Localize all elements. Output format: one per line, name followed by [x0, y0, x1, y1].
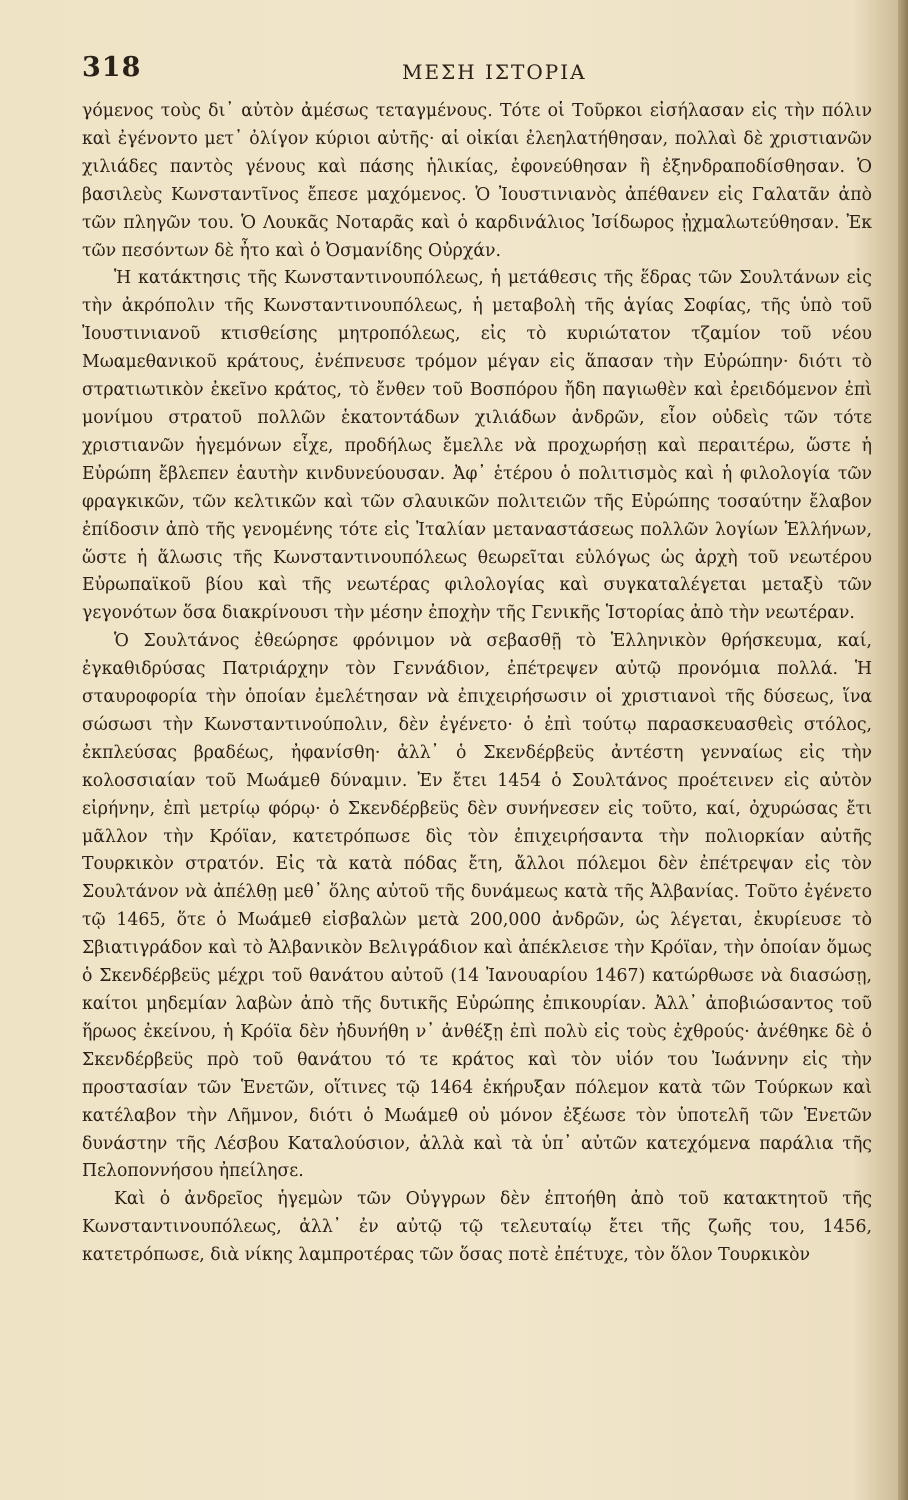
- paragraph: γόμενος τοὺς δι᾽ αὐτὸν ἀμέσως τεταγμένους. Τότε οἱ Τοῦρκοι εἰσήλασαν εἰς τὴν πόλιν καὶ ἐγένοντο μετ᾽ ὀλίγον κύριοι αὐτῆς· αἱ οἰκίαι ἐλεηλατήθησαν, πολλαὶ δὲ χριστιανῶν χιλιάδες παντὸς γένους καὶ πάσης ἡλικίας, ἐφονεύθησαν ἢ ἐξηνδραποδίσθησαν. Ὁ βασιλεὺς Κωνσταντῖνος ἔπεσε μαχόμενος. Ὁ Ἰουστινιανὸς ἀπέθανεν εἰς Γαλατᾶν ἀπὸ τῶν πληγῶν του. Ὁ Λουκᾶς Νοταρᾶς καὶ ὁ καρδινάλιος Ἰσίδωρος ᾐχμαλωτεύθησαν. Ἐκ τῶν πεσόντων δὲ ἦτο καὶ ὁ Ὀσμανίδης Οὐρχάν.: [82, 101, 872, 261]
- page-edge: [898, 0, 908, 1500]
- body-text: [82, 98, 872, 1270]
- paragraph: Ἡ κατάκτησις τῆς Κωνσταντινουπόλεως, ἡ μετάθεσις τῆς ἕδρας τῶν Σουλτάνων εἰς τὴν ἀκρόπολιν τῆς Κωνσταντινουπόλεως, ἡ μεταβολὴ τῆς ἁγίας Σοφίας, τῆς ὑπὸ τοῦ Ἰουστινιανοῦ κτισθείσης μητροπόλεως, εἰς τὸ κυριώτατον τζαμίον τοῦ νέου Μωαμεθανικοῦ κράτους, ἐνέπνευσε τρόμον μέγαν εἰς ἅπασαν τὴν Εὐρώπην· διότι τὸ στρατιωτικὸν ἐκεῖνο κράτος, τὸ ἔνθεν τοῦ Βοσπόρου ἤδη παγιωθὲν καὶ ἐρειδόμενον ἐπὶ μονίμου στρατοῦ πολλῶν ἑκατοντάδων χιλιάδων ἀνδρῶν, εἶον οὐδεὶς τῶν τότε χριστιανῶν ἡγεμόνων εἶχε, προδήλως ἔμελλε νὰ προχωρήσῃ καὶ περαιτέρω, ὥστε ἡ Εὐρώπη ἔβλεπεν ἑαυτὴν κινδυνεύουσαν. Ἀφ᾽ ἑτέρου ὁ πολιτισμὸς καὶ ἡ φιλολογία τῶν φραγκικῶν, τῶν κελτικῶν καὶ τῶν σλαυικῶν πολιτειῶν τῆς Εὐρώπης τοσαύτην ἔλαβον ἐπίδοσιν ἀπὸ τῆς γενομένης τότε εἰς Ἰταλίαν μεταναστάσεως πολλῶν λογίων Ἑλλήνων, ὥστε ἡ ἅλωσις τῆς Κωνσταντινουπόλεως θεωρεῖται εὐλόγως ὡς ἀρχὴ τοῦ νεωτέρου Εὐρωπαϊκοῦ βίου καὶ τῆς νεωτέρας φιλολογίας καὶ συγκαταλέγεται μεταξὺ τῶν γεγονότων ὅσα διακρίνουσι τὴν μέσην ἐποχὴν τῆς Γενικῆς Ἱστορίας ἀπὸ τὴν νεωτέραν.: [82, 268, 872, 624]
- paragraph: Καὶ ὁ ἀνδρεῖος ἡγεμὼν τῶν Οὐγγρων δὲν ἐπτοήθη ἀπὸ τοῦ κατακτητοῦ τῆς Κωνσταντινουπόλεως, ἀλλ᾽ ἐν αὐτῷ τῷ τελευταίῳ ἔτει τῆς ζωῆς του, 1456, κατετρόπωσε, διὰ νίκης λαμπροτέρας τῶν ὅσας ποτὲ ἐπέτυχε, τὸν ὅλον Τουρκικὸν: [82, 1189, 872, 1266]
- page-number: 318: [82, 52, 142, 83]
- running-head: ΜΕΣΗ ΙΣΤΟΡΙΑ: [402, 60, 587, 84]
- page-header: [82, 52, 872, 92]
- paragraph: Ὁ Σουλτάνος ἐθεώρησε φρόνιμον νὰ σεβασθῇ τὸ Ἑλληνικὸν θρήσκευμα, καί, ἐγκαθιδρύσας Πατριάρχην τὸν Γεννάδιον, ἐπέτρεψεν αὐτῷ προνόμια πολλά. Ἡ σταυροφορία τὴν ὁποίαν ἐμελέτησαν νὰ ἐπιχειρήσωσιν οἱ χριστιανοὶ τῆς δύσεως, ἵνα σώσωσι τὴν Κωνσταντινούπολιν, δὲν ἐγένετο· ὁ ἐπὶ τούτῳ παρασκευασθεὶς στόλος, ἐκπλεύσας βραδέως, ἠφανίσθη· ἀλλ᾽ ὁ Σκενδέρβεϋς ἀντέστη γενναίως εἰς τὴν κολοσσιαίαν τοῦ Μωάμεθ δύναμιν. Ἐν ἔτει 1454 ὁ Σουλτάνος προέτεινεν εἰς αὐτὸν εἰρήνην, ἐπὶ μετρίῳ φόρῳ· ὁ Σκενδέρβεϋς δὲν συνήνεσεν εἰς τοῦτο, καί, ὀχυρώσας ἔτι μᾶλλον τὴν Κρόϊαν, κατετρόπωσε δὶς τὸν ἐπιχειρήσαντα τὴν πολιορκίαν αὐτῆς Τουρκικὸν στρατόν. Εἰς τὰ κατὰ πόδας ἔτη, ἄλλοι πόλεμοι δὲν ἐπέτρεψαν εἰς τὸν Σουλτάνον νὰ ἀπέλθῃ μεθ᾽ ὅλης αὐτοῦ τῆς δυνάμεως κατὰ τῆς Ἀλβανίας. Τοῦτο ἐγένετο τῷ 1465, ὅτε ὁ Μωάμεθ εἰσβαλὼν μετὰ 200,000 ἀνδρῶν, ὡς λέγεται, ἐκυρίευσε τὸ Σβιατιγράδον καὶ τὸ Ἀλβανικὸν Βελιγράδιον καὶ ἀπέκλεισε τὴν Κρόϊαν, τὴν ὁποίαν ὅμως ὁ Σκενδέρβεϋς μέχρι τοῦ θανάτου αὐτοῦ (14 Ἰανουαρίου 1467) κατώρθωσε νὰ διασώσῃ, καίτοι μηδεμίαν λαβὼν ἀπὸ τῆς δυτικῆς Εὐρώπης ἐπικουρίαν. Ἀλλ᾽ ἀποβιώσαντος τοῦ ἥρωος ἐκείνου, ἡ Κρόϊα δὲν ἠδυνήθη ν᾽ ἀνθέξῃ ἐπὶ πολὺ εἰς τοὺς ἐχθρούς· ἀνέθηκε δὲ ὁ Σκενδέρβεϋς πρὸ τοῦ θανάτου τό τε κράτος καὶ τὸν υἱόν του Ἰωάννην εἰς τὴν προστασίαν τῶν Ἑνετῶν, οἵτινες τῷ 1464 ἐκήρυξαν πόλεμον κατὰ τῶν Τούρκων καὶ κατέλαβον τὴν Λῆμνον, διότι ὁ Μωάμεθ οὐ μόνον ἐξέωσε τὸν ὑποτελῆ τῶν Ἑνετῶν δυνάστην τῆς Λέσβου Καταλούσιον, ἀλλὰ καὶ τὰ ὑπ᾽ αὐτῶν κατεχόμενα παράλια τῆς Πελοποννήσου ἠπείλησε.: [82, 631, 872, 1182]
